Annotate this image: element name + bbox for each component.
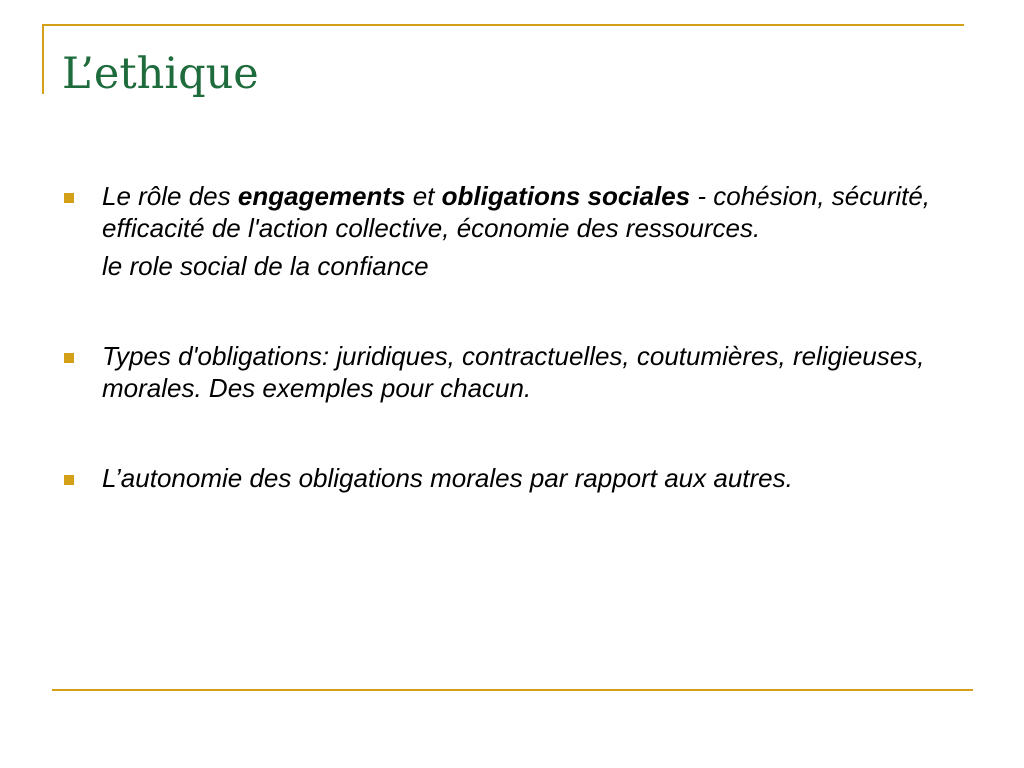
bullet-1-text-b: et	[405, 181, 442, 211]
bullet-1-text-c: - cohésion, sécurité, efficacité de l'action collective, économie des ressources.	[102, 181, 931, 243]
bullet-item-1	[60, 180, 940, 244]
slide-title: L’ethique	[62, 49, 259, 99]
bullet-1-text-a: Le rôle des	[102, 181, 238, 211]
bullet-3-text: L’autonomie des obligations morales par rapport aux autres.	[102, 463, 793, 493]
square-bullet-icon	[64, 353, 74, 363]
square-bullet-icon	[64, 193, 74, 203]
bullet-2-text: Types d'obligations: juridiques, contractuelles, coutumières, religieuses, morales. Des exemples pour chacun.	[102, 341, 925, 403]
frame-left-line	[42, 24, 44, 94]
bullet-item-3	[60, 462, 940, 494]
bullet-item-2	[60, 340, 940, 404]
bullet-1-subline: le role social de la confiance	[102, 251, 429, 281]
frame-top-line	[42, 24, 964, 26]
square-bullet-icon	[64, 475, 74, 485]
slide-content	[60, 180, 940, 494]
bullet-1-bold-engagements: engagements	[237, 181, 406, 211]
frame-bottom-line	[52, 689, 973, 691]
bullet-1-bold-obligations: obligations sociales	[441, 181, 691, 211]
